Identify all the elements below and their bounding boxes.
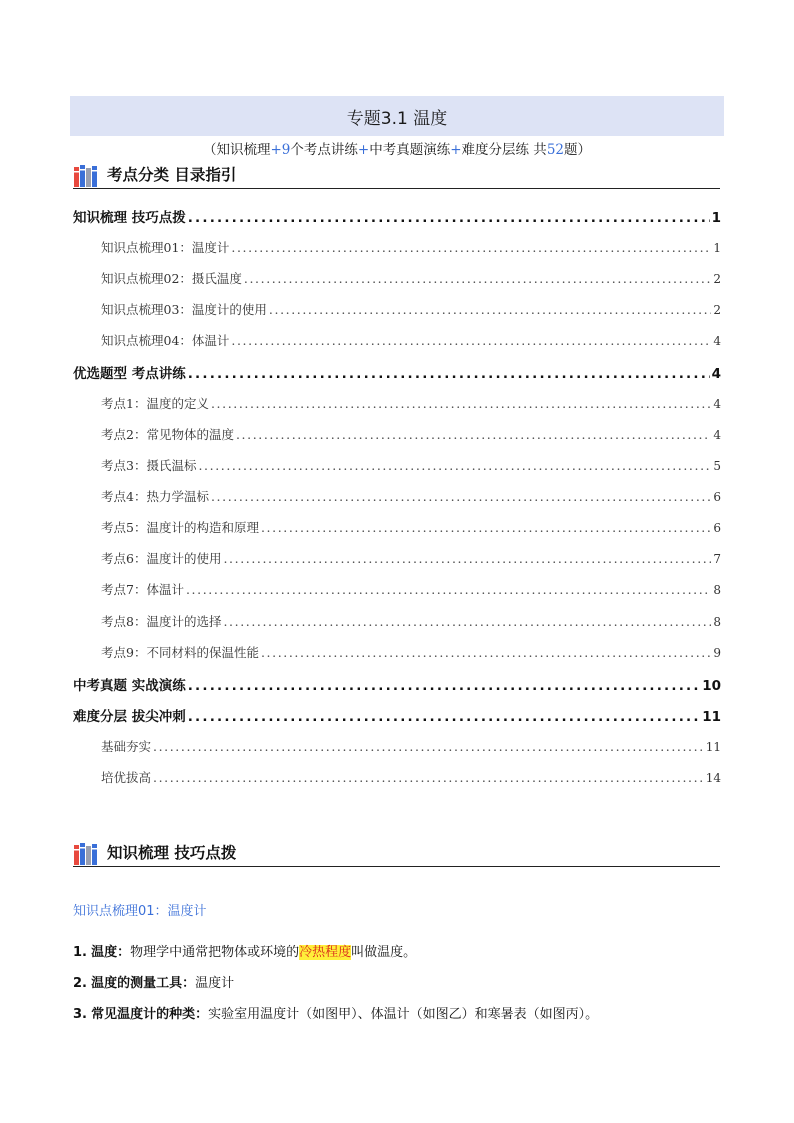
subtitle-total: 52 [546,142,564,158]
toc-item[interactable]: 中考真题 实战演练 ..... 10 [73,674,721,694]
paragraph-2 [73,972,234,991]
paragraph-1 [73,941,416,960]
toc-item[interactable]: 考点6：温度计的使用 ..... 7 [73,549,721,569]
knowledge-point-heading: 知识点梳理01：温度计 [73,904,207,919]
subtitle-suffix: 题） [564,142,591,158]
books-icon [73,163,103,187]
toc-item[interactable]: 知识梳理 技巧点拨 ..... 1 [73,206,721,226]
subtitle-part1: 个考点讲练 [290,142,358,158]
toc-item[interactable]: 基础夯实 ..... 11 [73,737,721,757]
toc-item[interactable]: 考点8：温度计的选择 ..... 8 [73,612,721,632]
toc-item[interactable]: 知识点梳理04：体温计 ..... 4 [73,331,721,351]
subtitle-prefix: （知识梳理 [202,142,271,158]
document-subtitle [70,138,724,158]
toc-item[interactable]: 优选题型 考点讲练 ..... 4 [73,362,721,382]
p2-term: 温度的测量工具： [91,976,196,991]
p3-number: 3. [73,1007,87,1022]
toc-item[interactable]: 考点1：温度的定义 ..... 4 [73,394,721,414]
toc-item[interactable]: 考点9：不同材料的保温性能 ..... 9 [73,643,721,663]
paragraph-3 [73,1003,598,1022]
toc-item[interactable]: 考点5：温度计的构造和原理 ..... 6 [73,518,721,538]
subtitle-plus1: + [357,142,370,158]
p3-text: 实验室用温度计（如图甲）、体温计（如图乙）和寒暑表（如图丙）。 [208,1007,599,1022]
books-icon [73,841,103,865]
subtitle-plus2: + [450,142,462,158]
toc-item[interactable]: 知识点梳理01：温度计 ..... 1 [73,238,721,258]
p1-number: 1. [73,945,87,960]
subtitle-part3: 难度分层练 共 [461,142,547,158]
toc-item[interactable]: 考点3：摄氏温标 ..... 5 [73,456,721,476]
knowledge-section-label: 知识梳理 技巧点拨 [107,844,237,862]
p3-term: 常见温度计的种类： [91,1007,209,1022]
toc-item[interactable]: 知识点梳理02：摄氏温度 ..... 2 [73,269,721,289]
toc-item[interactable]: 知识点梳理03：温度计的使用 ..... 2 [73,300,721,320]
p1-text-a: 物理学中通常把物体或环境的 [130,945,300,960]
p2-number: 2. [73,976,87,991]
toc-item[interactable]: 考点2：常见物体的温度 ..... 4 [73,425,721,445]
subtitle-count-points: +9 [270,142,291,158]
p1-highlight: 冷热程度 [299,945,352,960]
p2-text: 温度计 [195,976,235,991]
toc-item[interactable]: 难度分层 拔尖冲刺 ..... 11 [73,705,721,725]
toc-item[interactable]: 培优拔高 ..... 14 [73,768,721,788]
toc-item[interactable]: 考点7：体温计 ..... 8 [73,580,721,600]
toc-section-header [73,162,720,189]
title-text: 专题3.1 温度 [346,108,448,129]
toc-section-label: 考点分类 目录指引 [107,166,237,184]
p1-text-b: 叫做温度。 [351,945,417,960]
document-title [70,96,724,136]
toc-item[interactable]: 考点4：热力学温标 ..... 6 [73,487,721,507]
knowledge-section-header [73,840,720,867]
subtitle-part2: 中考真题演练 [369,142,451,158]
p1-term: 温度： [91,945,131,960]
